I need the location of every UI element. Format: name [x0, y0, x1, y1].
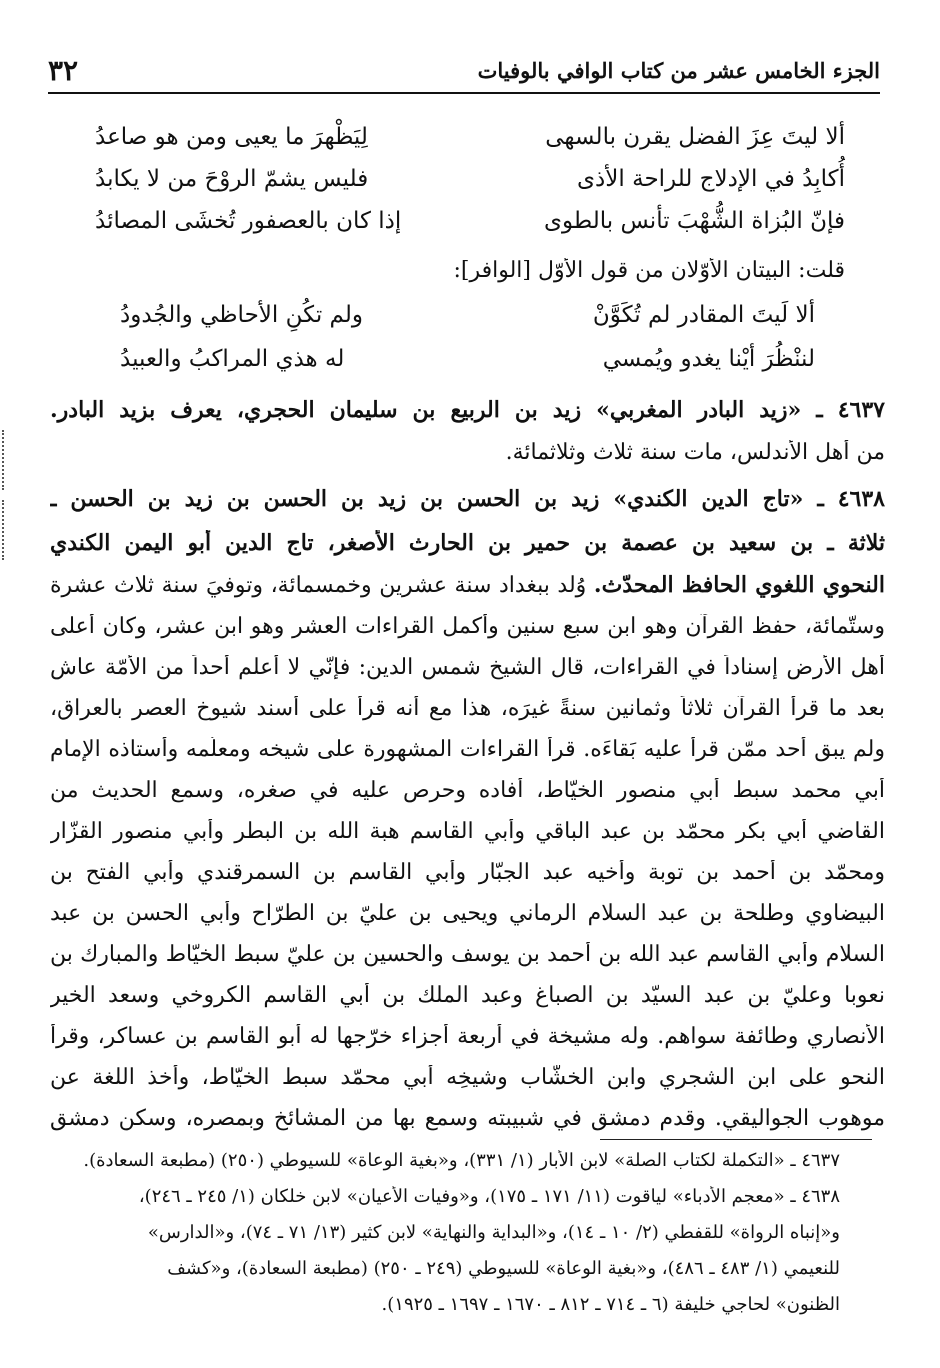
entry-heading: ٤٦٣٧ ـ «زيد البادر المغربي» زيد بن الربيع بن سليمان الحجري، يعرف بزيد البادر.	[50, 397, 885, 423]
entry-text-line: بعد ما قرأ القرآن ثلاثاً وثمانين سنةً غيرَه، هذا مع أنه قرأ على أسند شيوخ العصر بالعراق،	[50, 696, 885, 721]
verse-first-hemistich: ألا لَيتَ المقادر لم تُكَوَّنْ	[592, 302, 815, 328]
verse-first-hemistich: ألا ليتَ عِزَ الفضل يقرن بالسهى	[545, 124, 845, 150]
entry-text-continuation: وُلد ببغداد سنة عشرين وخمسمائة، وتوفيَ سنة ثلاث عشرة	[50, 573, 594, 598]
entry-text-line: وستّمائة، حفظ القرآن وهو ابن سبع سنين وأكمل القراءات العشر وهو ابن عشر، وكان أعلى	[50, 614, 885, 639]
entry-text-line: موهوب الجواليقي. وقدم دمشق في شبيبته وسمع بها من المشائخ وبمصره، وسكن دمشق	[50, 1106, 885, 1131]
footnote: الظنون» لحاجي خليفة (٦ ـ ٧١٤ ـ ٨١٢ ـ ١٦٧٠ ـ ١٦٩٧ ـ ١٩٢٥).	[381, 1294, 840, 1315]
verse-second-hemistich: لِيَظْهرَ ما يعيى ومن هو صاعدُ	[95, 124, 368, 150]
verse-second-hemistich: فليس يشمّ الروْحَ من لا يكابدُ	[95, 166, 369, 192]
running-title: الجزء الخامس عشر من كتاب الوافي بالوفيات	[477, 58, 880, 83]
footnote: ٤٦٣٧ ـ «التكملة لكتاب الصلة» لابن الأبار (١/ ٣٣١)، و«بغية الوعاة» للسيوطي (٢٥٠) (مطبعة السعادة).	[83, 1150, 840, 1171]
entry-text-line: نعوبا وعليّ بن عبد السيّد بن الصباغ وعبد الملك بن أبي القاسم الكروخي وسعد الخير	[50, 983, 885, 1008]
verse-second-hemistich: إذا كان بالعصفور تُخشَى المصائدُ	[95, 208, 402, 234]
entry-text-line: البيضاوي وطلحة بن عبد السلام الرماني ويحيى بن عليّ بن الطرّاح وأبي الحسن بن عبد	[50, 901, 885, 926]
entry-text-line: أبي محمد سبط أبي منصور الخيّاط، أفاده وحرص عليه في صغره، وسمع الحديث من	[50, 778, 885, 803]
verse-first-hemistich: فإنّ البُزاة الشُّهْبَ تأنس بالطوى	[543, 208, 845, 234]
entry-text-line: النحو على ابن الشجري وابن الخشّاب وشيخِه أبي محمّد سبط الخيّاط، وأخذ اللغة عن	[50, 1065, 885, 1090]
poem-verse	[95, 208, 845, 248]
entry-text-line: الأنصاري وطائفة سواهم. وله مشيخة في أربعة أجزاء خرّجها له أبو القاسم بن عساكر، وقرأ	[50, 1024, 885, 1049]
editor-note: قلت: البيتان الأوّلان من قول الأوّل [الوافر]:	[453, 258, 845, 283]
entry-text-line: ولم يبق أحد ممّن قرأ عليه بَقاءَه. قرأ القراءات المشهورة على شيخه ومعلّمه وأستاذه الإمام	[50, 737, 885, 762]
verse-first-hemistich: لننْظُرَ أيْنا يغدو ويُمسي	[602, 346, 815, 372]
margin-smudge	[2, 500, 14, 560]
verse-first-hemistich: أُكابِدُ في الإدلاج للراحة الأذى	[577, 166, 845, 192]
entry-text-line: القاضي أبي بكر محمّد بن عبد الباقي وأبي القاسم هبة الله بن البطر وأبي منصور القزّار	[50, 819, 885, 844]
footnote: للنعيمي (١/ ٤٨٣ ـ ٤٨٦)، و«بغية الوعاة» للسيوطي (٢٤٩ ـ ٢٥٠) (مطبعة السعادة)، و«كشف	[167, 1258, 840, 1279]
entry-heading: ٤٦٣٨ ـ «تاج الدين الكندي» زيد بن الحسن بن زيد بن الحسن بن زيد بن الحسن ـ	[50, 486, 885, 512]
poem-verse	[120, 346, 815, 386]
entry-text-line	[50, 572, 885, 612]
poem-verse	[95, 166, 845, 206]
page-number: ٣٢	[48, 54, 79, 87]
footnote: ٤٦٣٨ ـ «معجم الأدباء» لياقوت (١١/ ١٧١ ـ ١٧٥)، و«وفيات الأعيان» لابن خلكان (١/ ٢٤٥ ـ ٢٤٦)،	[138, 1186, 840, 1207]
footnote: و«إنباه الرواة» للقفطي (٢/ ١٠ ـ ١٤)، و«البداية والنهاية» لابن كثير (١٣/ ٧١ ـ ٧٤)، و«الدارس»	[147, 1222, 840, 1243]
entry-text-line: ومحمّد بن أحمد بن توبة وأخيه عبد الجبّار وأبي القاسم بن السمرقندي وأبي الفتح بن	[50, 860, 885, 885]
verse-second-hemistich: ولم تكُنِ الأحاظي والجُدودُ	[120, 302, 363, 328]
entry-heading: ثلاثة ـ بن سعيد بن عصمة بن حمير بن الحارث الأصغر، تاج الدين أبو اليمن الكندي	[50, 530, 885, 556]
verse-second-hemistich: له هذي المراكبُ والعبيدُ	[120, 346, 345, 372]
entry-text: من أهل الأندلس، مات سنة ثلاث وثلاثمائة.	[505, 440, 885, 465]
page-header	[48, 52, 880, 94]
margin-smudge	[2, 430, 14, 490]
entry-text-line: أهل الأرض إسناداً في القراءات، قال الشيخ شمس الدين: فإنّي لا أعلم أحداً من الأمّة عاش	[50, 655, 885, 680]
poem-verse	[95, 124, 845, 164]
entry-text-line: السلام وأبي القاسم عبد الله بن أحمد بن يوسف والحسين بن عليّ سبط الخيّاط والمبارك بن	[50, 942, 885, 967]
footnote-rule	[600, 1139, 872, 1140]
entry-heading-tail: النحوي اللغوي الحافظ المحدّث.	[593, 572, 885, 598]
poem-verse	[120, 302, 815, 342]
